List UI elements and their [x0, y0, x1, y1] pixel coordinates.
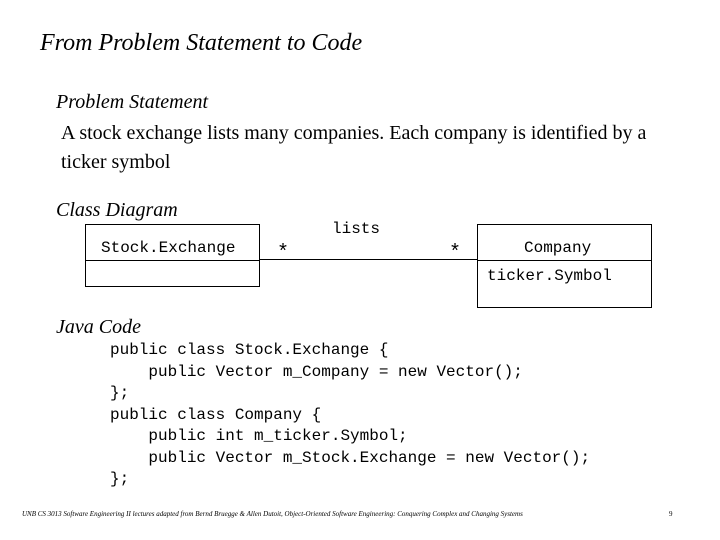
problem-statement-heading: Problem Statement	[56, 91, 209, 113]
right-multiplicity: *	[449, 242, 462, 265]
code-line: public int m_ticker.Symbol;	[110, 427, 408, 445]
java-code-block	[110, 340, 590, 491]
class-box-company	[477, 224, 652, 308]
association-label: lists	[332, 220, 381, 238]
slide-footer: UNB CS 3013 Software Engineering II lectures adapted from Bernd Bruegge & Allen Dutoit, Object-Oriented Software Engineering: Conquering Complex and Changing Systems	[22, 510, 523, 518]
class-box-stock-exchange	[85, 224, 260, 287]
page-number: 9	[669, 510, 673, 518]
association-line	[259, 259, 477, 260]
code-line: public Vector m_Company = new Vector();	[110, 362, 523, 381]
left-multiplicity: *	[277, 242, 290, 265]
class-divider	[478, 260, 651, 261]
class-divider	[86, 260, 259, 261]
code-line: };	[110, 384, 130, 402]
problem-statement-text: A stock exchange lists many companies. Each company is identified by a ticker symbol	[61, 122, 647, 173]
code-line: public class Company {	[110, 405, 322, 424]
class-diagram-heading: Class Diagram	[56, 199, 178, 221]
class-attribute-ticker-symbol: ticker.Symbol	[487, 267, 612, 285]
class-name-company: Company	[524, 239, 592, 257]
code-line: public Vector m_Stock.Exchange = new Vector();	[110, 448, 591, 467]
code-line: public class Stock.Exchange {	[110, 341, 389, 359]
code-line: };	[110, 470, 130, 488]
java-code-heading: Java Code	[56, 316, 141, 338]
slide-title: From Problem Statement to Code	[40, 30, 363, 56]
class-name-stock-exchange: Stock.Exchange	[101, 239, 236, 257]
